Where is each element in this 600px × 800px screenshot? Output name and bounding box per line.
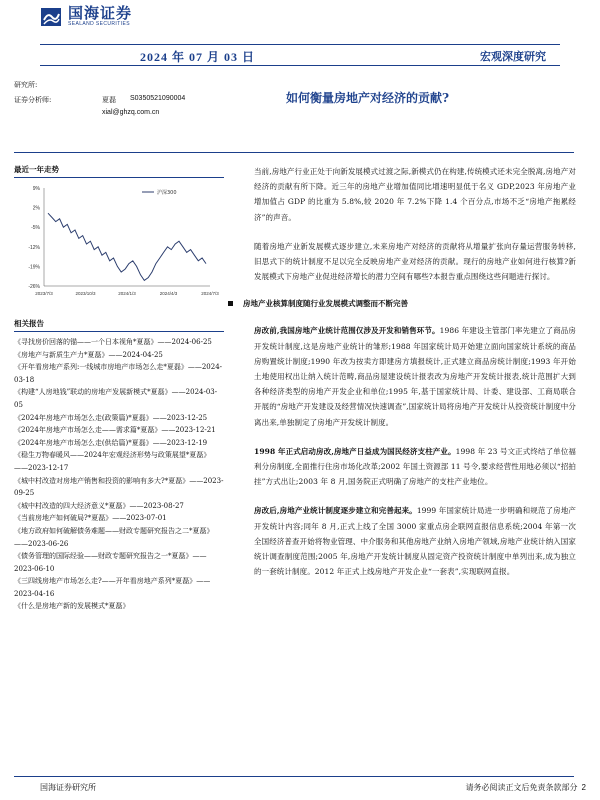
analyst-cert-number: S0350521090004 [130, 95, 186, 102]
y-tick-label: -19% [28, 264, 40, 271]
related-report-item[interactable]: 《开年看房地产系列:一线城市房地产市场怎么走*夏磊》——2024-03-18 [14, 363, 223, 384]
related-report-item[interactable]: 《构建“人房地钱”联动的房地产发展新模式*夏磊》——2024-03-05 [14, 388, 218, 409]
related-report-item[interactable]: 《2024年房地产市场怎么走(政策篇)*夏磊》——2023-12-25 [14, 413, 208, 422]
body-text [243, 164, 576, 579]
analyst-email[interactable]: xial@ghzq.com.cn [102, 109, 160, 116]
analyst-label: 证券分析师: [14, 96, 52, 104]
y-tick-label: 9% [32, 186, 40, 192]
related-reports-list [14, 336, 224, 613]
x-tick-label: 2024/4/3 [159, 291, 178, 296]
report-title: 如何衡量房地产对经济的贡献? [286, 91, 450, 105]
related-report-item[interactable]: 《稳生万物春暖风——2024年宏观经济形势与政策展望*夏磊》——2023-12-17 [14, 451, 211, 472]
x-tick-label: 2024/7/3 [201, 291, 219, 296]
trend-chart [14, 178, 224, 306]
related-report-item[interactable]: 《三四线房地产市场怎么走?——开年看房地产系列*夏磊》——2023-04-16 [14, 577, 211, 598]
logo-name-en: SEALAND SECURITIES [68, 21, 130, 27]
paragraph-lead: 房改后,房地产业统计制度逐步建立和完善起来。 [254, 506, 417, 516]
y-tick-label: 2% [32, 205, 40, 212]
report-type: 宏观深度研究 [480, 50, 546, 63]
related-report-item[interactable]: 《债务管理的国际经验——财政专题研究报告之一*夏磊》——2023-06-10 [14, 552, 207, 573]
legend-label: 沪深300 [157, 190, 177, 196]
footer-institute: 国海证券研究所 [40, 783, 96, 792]
section-heading [243, 298, 576, 309]
date-bar [40, 44, 560, 66]
x-tick-label: 2023/10/3 [75, 291, 96, 296]
x-tick-label: 2023/7/3 [35, 291, 53, 296]
related-report-item[interactable]: 《2024年房地产市场怎么走(供给篇)*夏磊》——2023-12-19 [14, 438, 208, 447]
y-tick-label: -5% [31, 225, 40, 232]
logo-name-cn: 国海证券 [68, 4, 133, 22]
page-number: 2 [581, 783, 586, 792]
related-report-item[interactable]: 《地方政府如何破解债务难题——财政专题研究报告之二*夏磊》——2023-06-26 [14, 526, 214, 548]
y-tick-label: -26% [28, 284, 40, 290]
footer-disclaimer [466, 782, 586, 793]
analyst-name: 夏磊 [102, 96, 116, 104]
researcher-label: 研究所: [14, 81, 38, 89]
paragraph-pre-reform [254, 323, 576, 429]
paragraph-body: 1998 年 23 号文正式终结了单位福利分房制度,全面推行住房市场化改革;2002 年国土资源部 11 号令,要求经营性用地必须以“招拍挂”方式出让;2003 年 8 月,国务院正式明确了房地产的支柱产业地位。 [254, 446, 576, 487]
title-divider [14, 152, 574, 153]
section-heading-text: 房地产业核算制度随行业发展模式调整而不断完善 [243, 299, 408, 309]
paragraph-body: 1986 年建设主管部门率先建立了商品房开发统计制度,这是房地产业统计的雏形;1988 年国家统计局开始建立面向国家统计系统的商品房购置统计制度;1990 年改为按卖方即建房方填报统计,正式建立商品房统计制度;1993 年开始土地使用权出让纳入统计范畴,商品房屋建设统计报表改为房地产开发统计报表,统计范围扩大到各种经济类型的房地产开发企业和单位;1995 年,基于国家统计局、计委、建设部、工商局联合开展的“房地产开发建设及经营情况快速调查”,国家统计局将房地产开发统计从投资统计制度中分离出来,单独制定了房地产开发统计制度。 [254, 326, 576, 427]
related-report-item[interactable]: 《城中村改造的四大经济意义*夏磊》——2023-08-27 [14, 501, 184, 510]
x-tick-label: 2024/1/3 [118, 291, 136, 296]
related-report-item[interactable]: 《城中村改造对房地产销售和投资的影响有多大?*夏磊》——2023-09-25 [14, 476, 224, 498]
paragraph-lead: 房改前,我国房地产业统计范围仅涉及开发和销售环节。 [254, 326, 440, 336]
paragraph-intro: 当前,房地产行业正处于向新发展模式过渡之际,新模式仍在构建,传统模式还未完全脱离,房地产对经济的贡献有所下降。近三年的房地产业增加值同比增速明显低于名义 GDP,2023 年房地产业增加值占 GDP 的比重为 5.8%,较 2020 年 7.2%下降 1.4 个百分点,市场不乏“房地产拖累经济”的声音。 [254, 167, 576, 222]
paragraph-lead: 1998 年正式启动房改,房地产日益成为国民经济支柱产业。 [254, 446, 456, 456]
related-report-item[interactable]: 《什么是房地产新的发展模式*夏磊》 [14, 602, 130, 611]
paragraph-post-reform [254, 503, 576, 579]
related-report-item[interactable]: 《当前房地产如何破局?*夏磊》——2023-07-01 [14, 514, 167, 523]
footer-divider [14, 776, 574, 777]
related-report-item[interactable]: 《寻找房价回落的锚——一个日本视角*夏磊》——2024-06-25 [14, 338, 212, 346]
footer-disclaimer-text: 请务必阅读正文后免责条款部分 [465, 783, 578, 792]
paragraph-1998 [254, 444, 576, 490]
paragraph-questions: 随着房地产业新发展模式逐步建立,未来房地产对经济的贡献将从增量扩张向存量运营服务转移,旧思式下的统计制度不足以完全反映房地产业对经济的贡献。现行的房地产业如何进行核算?新发展模式下房地产业促进经济增长的潜力空间有哪些?本报告重点围绕这些问题进行探讨。 [254, 241, 576, 282]
company-logo [40, 6, 132, 28]
logo-icon [40, 6, 62, 28]
related-report-item[interactable]: 《2024年房地产市场怎么走——需求篇*夏磊》——2023-12-21 [14, 426, 216, 435]
trend-chart-svg [14, 178, 224, 306]
square-bullet-icon [228, 301, 233, 306]
y-tick-label: -12% [28, 244, 40, 251]
paragraph-body: 1999 年国家统计局进一步明确和规范了房地产开发统计内容;同年 8 月,正式上线了全国 3000 家重点房企联网直报信息系统;2004 年第一次全国经济普查开始将物业管理、中介服务和其他房地产业纳入房地产领域,房地产业统计纳入国家统计调查制度范围;2005 年,房地产开发统计制度从固定资产投资统计制度中单列出来,成为独立的一套统计制度。2012 年正式上线房地产开发企业“一套表”,实现联网直报。 [254, 506, 576, 577]
report-date: 2024 年 07 月 03 日 [140, 50, 256, 64]
related-heading: 相关报告 [14, 318, 224, 332]
trend-heading: 最近一年走势 [14, 164, 224, 178]
series-line-hs300 [48, 213, 206, 280]
related-report-item[interactable]: 《房地产与新质生产力*夏磊》——2024-04-25 [14, 350, 163, 359]
